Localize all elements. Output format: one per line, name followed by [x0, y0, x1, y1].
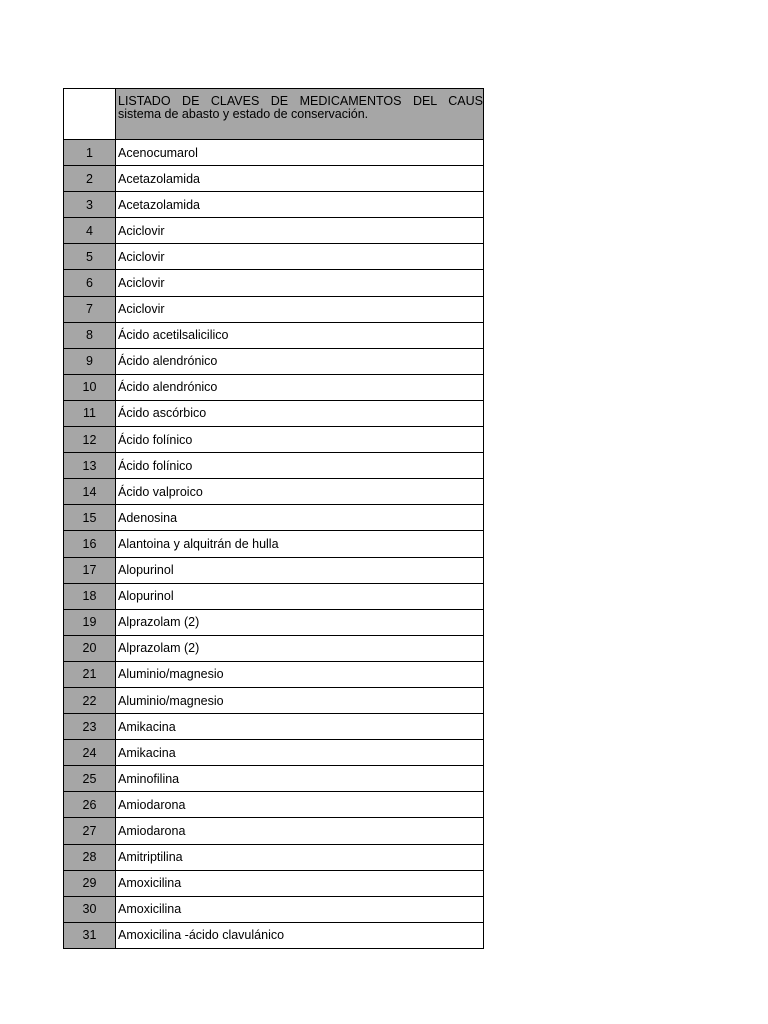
row-number-cell[interactable]: 21: [64, 661, 116, 687]
table-row: [64, 453, 484, 479]
row-number-cell[interactable]: 25: [64, 766, 116, 792]
medication-name-cell[interactable]: Amoxicilina: [116, 896, 484, 922]
medication-name-cell[interactable]: Amitriptilina: [116, 844, 484, 870]
header-title-cell[interactable]: [116, 89, 484, 140]
medication-name-cell[interactable]: Acetazolamida: [116, 192, 484, 218]
table-row: [64, 427, 484, 453]
row-number-cell[interactable]: 14: [64, 479, 116, 505]
table-row: [64, 479, 484, 505]
row-number-cell[interactable]: 24: [64, 740, 116, 766]
medication-name-cell[interactable]: Amikacina: [116, 740, 484, 766]
medication-name-cell[interactable]: Ácido alendrónico: [116, 348, 484, 374]
row-number-cell[interactable]: 8: [64, 322, 116, 348]
table-row: [64, 244, 484, 270]
medication-name-cell[interactable]: Aluminio/magnesio: [116, 687, 484, 713]
row-number-cell[interactable]: 19: [64, 609, 116, 635]
row-number-cell[interactable]: 17: [64, 557, 116, 583]
table-row: [64, 661, 484, 687]
medication-name-cell[interactable]: Amoxicilina -ácido clavulánico: [116, 922, 484, 948]
row-number-cell[interactable]: 23: [64, 714, 116, 740]
table-row: [64, 818, 484, 844]
header-row: [64, 89, 484, 140]
medication-name-cell[interactable]: Acenocumarol: [116, 140, 484, 166]
medication-name-cell[interactable]: Amiodarona: [116, 792, 484, 818]
table-row: [64, 740, 484, 766]
row-number-cell[interactable]: 12: [64, 427, 116, 453]
header-corner-cell[interactable]: [64, 89, 116, 140]
row-number-cell[interactable]: 13: [64, 453, 116, 479]
medication-list-table: [63, 88, 484, 949]
medication-name-cell[interactable]: Ácido alendrónico: [116, 374, 484, 400]
medication-name-cell[interactable]: Ácido ascórbico: [116, 400, 484, 426]
medication-name-cell[interactable]: Aciclovir: [116, 296, 484, 322]
medication-name-cell[interactable]: Alantoina y alquitrán de hulla: [116, 531, 484, 557]
row-number-cell[interactable]: 10: [64, 374, 116, 400]
medication-name-cell[interactable]: Alopurinol: [116, 557, 484, 583]
row-number-cell[interactable]: 5: [64, 244, 116, 270]
medication-name-cell[interactable]: Aciclovir: [116, 244, 484, 270]
row-number-cell[interactable]: 3: [64, 192, 116, 218]
table-row: [64, 844, 484, 870]
medication-name-cell[interactable]: Aciclovir: [116, 270, 484, 296]
medication-name-cell[interactable]: Aciclovir: [116, 218, 484, 244]
medication-name-cell[interactable]: Ácido folínico: [116, 427, 484, 453]
row-number-cell[interactable]: 11: [64, 400, 116, 426]
row-number-cell[interactable]: 2: [64, 166, 116, 192]
row-number-cell[interactable]: 31: [64, 922, 116, 948]
medication-name-cell[interactable]: Aminofilina: [116, 766, 484, 792]
table-row: [64, 583, 484, 609]
medication-name-cell[interactable]: Alprazolam (2): [116, 609, 484, 635]
table-row: [64, 374, 484, 400]
row-number-cell[interactable]: 16: [64, 531, 116, 557]
medication-name-cell[interactable]: Amiodarona: [116, 818, 484, 844]
row-number-cell[interactable]: 22: [64, 687, 116, 713]
table-row: [64, 400, 484, 426]
table-row: [64, 922, 484, 948]
row-number-cell[interactable]: 6: [64, 270, 116, 296]
row-number-cell[interactable]: 18: [64, 583, 116, 609]
medication-name-cell[interactable]: Ácido valproico: [116, 479, 484, 505]
medication-name-cell[interactable]: Alopurinol: [116, 583, 484, 609]
row-number-cell[interactable]: 4: [64, 218, 116, 244]
row-number-cell[interactable]: 28: [64, 844, 116, 870]
row-number-cell[interactable]: 29: [64, 870, 116, 896]
medication-name-cell[interactable]: Alprazolam (2): [116, 635, 484, 661]
medication-name-cell[interactable]: Aluminio/magnesio: [116, 661, 484, 687]
table-row: [64, 870, 484, 896]
table-row: [64, 635, 484, 661]
table-row: [64, 348, 484, 374]
table-row: [64, 687, 484, 713]
table-row: [64, 322, 484, 348]
medication-name-cell[interactable]: Ácido folínico: [116, 453, 484, 479]
table-row: [64, 166, 484, 192]
medication-name-cell[interactable]: Amoxicilina: [116, 870, 484, 896]
table-row: [64, 505, 484, 531]
row-number-cell[interactable]: 20: [64, 635, 116, 661]
medication-name-cell[interactable]: Amikacina: [116, 714, 484, 740]
table-row: [64, 296, 484, 322]
row-number-cell[interactable]: 15: [64, 505, 116, 531]
table-row: [64, 218, 484, 244]
row-number-cell[interactable]: 7: [64, 296, 116, 322]
table-row: [64, 609, 484, 635]
medication-name-cell[interactable]: Ácido acetilsalicilico: [116, 322, 484, 348]
table-row: [64, 140, 484, 166]
table-row: [64, 766, 484, 792]
table-row: [64, 531, 484, 557]
medication-name-cell[interactable]: Adenosina: [116, 505, 484, 531]
row-number-cell[interactable]: 30: [64, 896, 116, 922]
table-row: [64, 792, 484, 818]
table-row: [64, 270, 484, 296]
row-number-cell[interactable]: 26: [64, 792, 116, 818]
table-row: [64, 557, 484, 583]
medication-name-cell[interactable]: Acetazolamida: [116, 166, 484, 192]
table-row: [64, 896, 484, 922]
table-row: [64, 192, 484, 218]
table-row: [64, 714, 484, 740]
header-title-line-2: sistema de abasto y estado de conservación.: [118, 107, 369, 121]
row-number-cell[interactable]: 9: [64, 348, 116, 374]
table-body: [64, 89, 484, 949]
row-number-cell[interactable]: 1: [64, 140, 116, 166]
header-title-line-1: LISTADO DE CLAVES DE MEDICAMENTOS DEL CAUS: [118, 95, 483, 108]
row-number-cell[interactable]: 27: [64, 818, 116, 844]
